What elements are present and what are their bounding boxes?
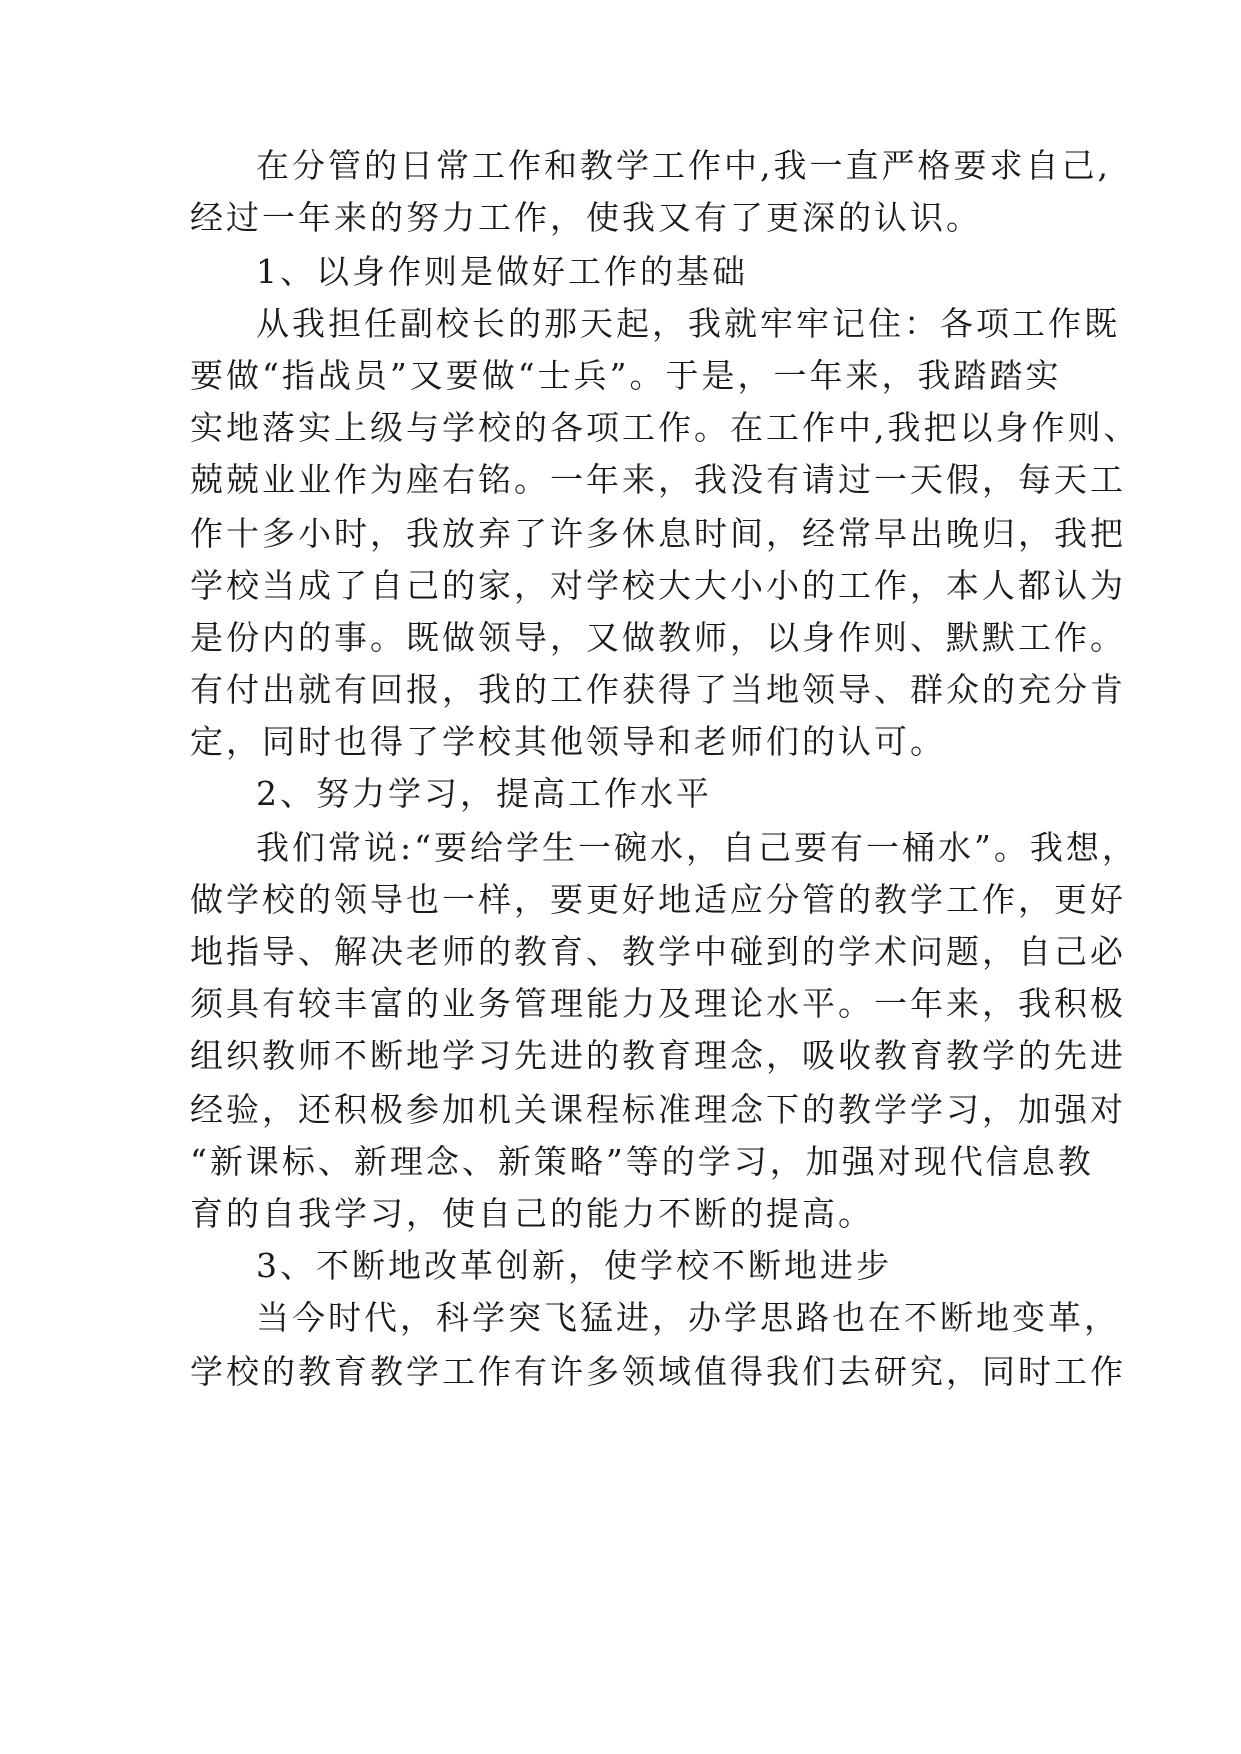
section-heading: 1、以身作则是做好工作的基础 xyxy=(256,252,748,291)
paragraph-line: 当今时代，科学突飞猛进，办学思路也在不断地变革， xyxy=(256,1298,1120,1337)
paragraph-line: 学校当成了自己的家，对学校大大小小的工作，本人都认为 xyxy=(190,566,1126,605)
paragraph-line: 在分管的日常工作和教学工作中,我一直严格要求自己, xyxy=(256,146,1111,185)
paragraph-line: “新课标、新理念、新策略”等的学习，加强对现代信息教 xyxy=(190,1142,1094,1181)
section-heading: 3、不断地改革创新，使学校不断地进步 xyxy=(256,1246,892,1285)
paragraph-line: 要做“指战员”又要做“士兵”。于是，一年来，我踏踏实 xyxy=(190,356,1062,395)
paragraph-line: 经验，还积极参加机关课程标准理念下的教学学习，加强对 xyxy=(190,1090,1126,1129)
paragraph-line: 经过一年来的努力工作，使我又有了更深的认识。 xyxy=(190,198,982,237)
paragraph-line: 是份内的事。既做领导，又做教师，以身作则、默默工作。 xyxy=(190,618,1126,657)
section-heading: 2、努力学习，提高工作水平 xyxy=(256,774,712,813)
paragraph-line: 地指导、解决老师的教育、教学中碰到的学术问题，自己必 xyxy=(190,932,1126,971)
paragraph-line: 我们常说:“要给学生一碗水，自己要有一桶水”。我想， xyxy=(256,828,1138,867)
paragraph-line: 从我担任副校长的那天起，我就牢牢记住：各项工作既 xyxy=(256,304,1120,343)
paragraph-line: 实地落实上级与学校的各项工作。在工作中,我把以身作则、 xyxy=(190,408,1140,447)
paragraph-line: 育的自我学习，使自己的能力不断的提高。 xyxy=(190,1194,874,1233)
paragraph-line: 定，同时也得了学校其他领导和老师们的认可。 xyxy=(190,722,946,761)
paragraph-line: 做学校的领导也一样，要更好地适应分管的教学工作，更好 xyxy=(190,880,1126,919)
paragraph-line: 学校的教育教学工作有许多领域值得我们去研究，同时工作 xyxy=(190,1352,1126,1391)
paragraph-line: 作十多小时，我放弃了许多休息时间，经常早出晚归，我把 xyxy=(190,514,1126,553)
paragraph-line: 有付出就有回报，我的工作获得了当地领导、群众的充分肯 xyxy=(190,670,1126,709)
paragraph-line: 须具有较丰富的业务管理能力及理论水平。一年来，我积极 xyxy=(190,984,1126,1023)
paragraph-line: 兢兢业业作为座右铭。一年来，我没有请过一天假，每天工 xyxy=(190,460,1126,499)
paragraph-line: 组织教师不断地学习先进的教育理念，吸收教育教学的先进 xyxy=(190,1036,1126,1075)
